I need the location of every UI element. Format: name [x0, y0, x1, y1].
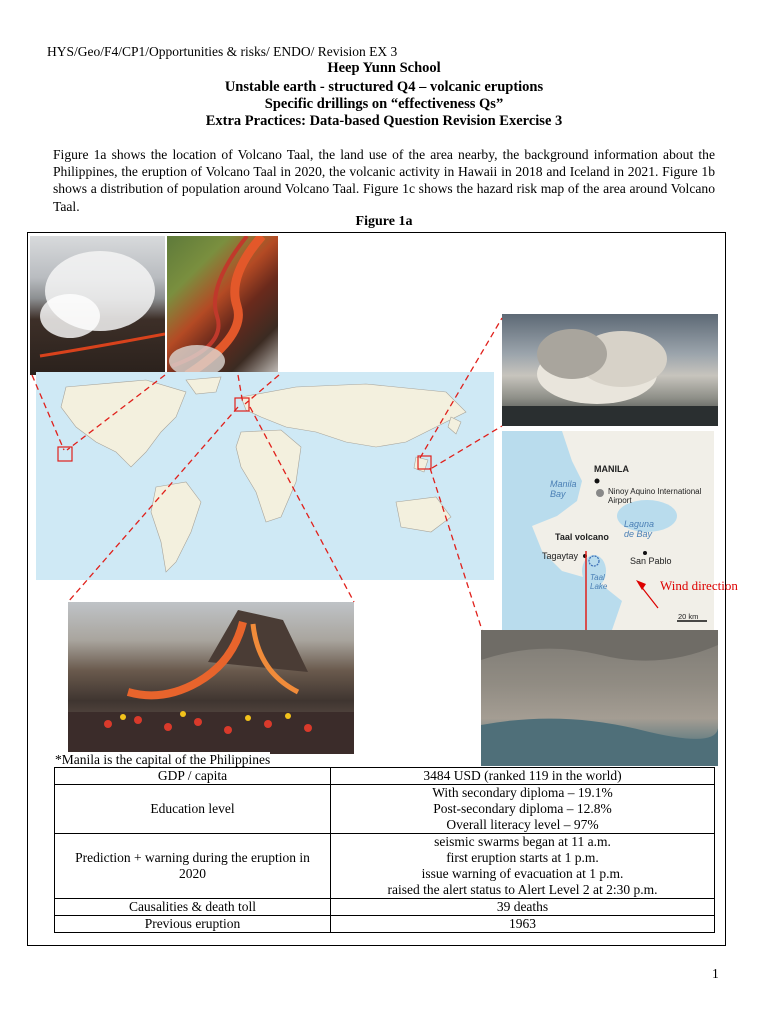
prediction-value-line: seismic swarms began at 11 a.m. — [434, 834, 611, 849]
drilling-title: Specific drillings on “effectiveness Qs” — [264, 96, 504, 112]
table-row — [55, 834, 715, 899]
table-row — [55, 768, 715, 785]
casualties-value-cell: 39 deaths — [331, 899, 715, 916]
wind-direction-text: Wind direction — [660, 578, 738, 593]
taal-volcano-label: Taal volcano — [555, 532, 609, 542]
airport-label: Ninoy Aquino International Airport — [608, 487, 702, 505]
previous-eruption-label-cell: Previous eruption — [55, 916, 331, 933]
gdp-value-cell: 3484 USD (ranked 119 in the world) — [331, 768, 715, 785]
hawaii-lava-photo-2 — [167, 236, 278, 375]
education-value-line: Overall literacy level – 97% — [446, 817, 599, 832]
casualties-label-cell: Causalities & death toll — [55, 899, 331, 916]
prediction-value-line: first eruption starts at 1 p.m. — [446, 850, 599, 865]
san-pablo-label: San Pablo — [630, 556, 672, 566]
taal-lake-label: Taal Lake — [590, 573, 608, 591]
gdp-label-cell: GDP / capita — [55, 768, 331, 785]
education-value-line: Post-secondary diploma – 12.8% — [433, 801, 612, 816]
figure-title: Figure 1a — [355, 214, 413, 229]
taal-local-map — [502, 431, 714, 630]
table-row — [55, 899, 715, 916]
wind-direction-label — [660, 578, 738, 593]
previous-eruption-value-cell: 1963 — [331, 916, 715, 933]
prediction-label-cell: Prediction + warning during the eruption in 2020 — [55, 834, 331, 899]
laguna-de-bay-label: Laguna de Bay — [624, 519, 655, 539]
prediction-value-cell — [331, 834, 715, 899]
hawaii-lava-photo-1 — [30, 236, 165, 375]
prediction-value-line: raised the alert status to Alert Level 2 at 2:30 p.m. — [387, 882, 658, 897]
table-row — [55, 916, 715, 933]
manila-label: MANILA — [594, 464, 629, 474]
philippines-info-table — [54, 767, 715, 933]
education-value-line: With secondary diploma – 19.1% — [432, 785, 613, 800]
document-code: HYS/Geo/F4/CP1/Opportunities & risks/ ENDO/ Revision EX 3 — [47, 44, 398, 59]
taal-ash-covered-aerial-photo — [481, 630, 718, 766]
figure-caption: *Manila is the capital of the Philippines — [55, 752, 271, 767]
tagaytay-label: Tagaytay — [542, 551, 579, 561]
prediction-value-line: issue warning of evacuation at 1 p.m. — [421, 866, 624, 881]
education-value-cell — [331, 785, 715, 834]
table-row — [55, 785, 715, 834]
exercise-title: Extra Practices: Data-based Question Revision Exercise 3 — [205, 113, 563, 129]
world-map — [36, 372, 494, 580]
education-label-cell: Education level — [55, 785, 331, 834]
topic-title: Unstable earth - structured Q4 – volcanic eruptions — [224, 79, 544, 95]
iceland-eruption-photo — [68, 602, 354, 754]
taal-ash-cloud-photo — [502, 314, 718, 426]
intro-paragraph: Figure 1a shows the location of Volcano Taal, the land use of the area nearby, the background information about the Philippines, the eruption of Volcano Taal in 2020, the volcanic activity in Hawaii in 2018 and Iceland in 2021. Figure 1b shows a distribution of population around Volcano Taal. Figure 1c shows the hazard risk map of the area around Volcano Taal. — [53, 147, 715, 214]
school-name: Heep Yunn School — [327, 60, 441, 76]
scale-label: 20 km — [678, 612, 699, 621]
manila-bay-label: Manila Bay — [550, 479, 577, 499]
page-number: 1 — [712, 966, 719, 981]
